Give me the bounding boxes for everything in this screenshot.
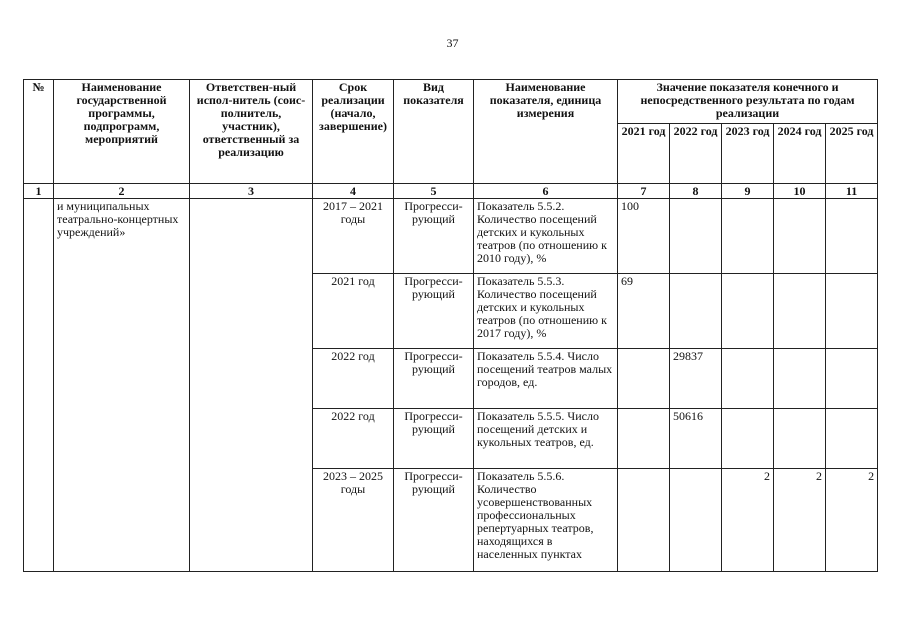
value-2021 xyxy=(618,409,670,469)
type-cell: Прогресси-рующий xyxy=(394,409,474,469)
column-number: 2 xyxy=(54,184,190,199)
term-cell: 2022 год xyxy=(313,349,394,409)
type-cell: Прогресси-рующий xyxy=(394,199,474,274)
value-2025 xyxy=(826,349,878,409)
value-2023 xyxy=(722,199,774,274)
column-number: 11 xyxy=(826,184,878,199)
value-2023 xyxy=(722,349,774,409)
header-year-2024: 2024 год xyxy=(774,124,826,184)
indicator-cell: Показатель 5.5.5. Число посещений детских и кукольных театров, ед. xyxy=(474,409,618,469)
value-2025: 2 xyxy=(826,469,878,572)
term-cell: 2023 – 2025 годы xyxy=(313,469,394,572)
indicator-cell: Показатель 5.5.4. Число посещений театров малых городов, ед. xyxy=(474,349,618,409)
table-row xyxy=(24,199,878,274)
column-number: 7 xyxy=(618,184,670,199)
header-values-group: Значение показателя конечного и непосредственного результата по годам реализации xyxy=(618,80,878,124)
header-indicator: Наименование показателя, единица измерения xyxy=(474,80,618,184)
value-2023: 2 xyxy=(722,469,774,572)
term-cell: 2022 год xyxy=(313,409,394,469)
type-cell: Прогресси-рующий xyxy=(394,274,474,349)
header-year-2023: 2023 год xyxy=(722,124,774,184)
value-2024 xyxy=(774,274,826,349)
type-cell: Прогресси-рующий xyxy=(394,469,474,572)
value-2023 xyxy=(722,409,774,469)
indicator-cell: Показатель 5.5.6. Количество усовершенствованных профессиональных репертуарных театров, находящихся в населенных пунктах xyxy=(474,469,618,572)
value-2022 xyxy=(670,199,722,274)
type-cell: Прогресси-рующий xyxy=(394,349,474,409)
value-2024: 2 xyxy=(774,469,826,572)
indicator-cell: Показатель 5.5.2. Количество посещений детских и кукольных театров (по отношению к 2010 году), % xyxy=(474,199,618,274)
value-2022 xyxy=(670,469,722,572)
value-2025 xyxy=(826,409,878,469)
value-2021 xyxy=(618,349,670,409)
value-2022 xyxy=(670,274,722,349)
program-name-cell: и муниципальных театрально-концертных учреждений» xyxy=(54,199,190,572)
column-number: 6 xyxy=(474,184,618,199)
row-number-cell xyxy=(24,199,54,572)
header-responsible: Ответствен-ный испол-нитель (соис-полнитель, участник), ответственный за реализацию xyxy=(190,80,313,184)
value-2025 xyxy=(826,274,878,349)
value-2024 xyxy=(774,199,826,274)
value-2022: 50616 xyxy=(670,409,722,469)
header-year-2021: 2021 год xyxy=(618,124,670,184)
column-number: 1 xyxy=(24,184,54,199)
column-number: 3 xyxy=(190,184,313,199)
header-year-2022: 2022 год xyxy=(670,124,722,184)
responsible-cell xyxy=(190,199,313,572)
value-2022: 29837 xyxy=(670,349,722,409)
term-cell: 2017 – 2021 годы xyxy=(313,199,394,274)
value-2024 xyxy=(774,409,826,469)
indicators-table xyxy=(23,79,878,572)
header-type: Вид показателя xyxy=(394,80,474,184)
value-2021: 100 xyxy=(618,199,670,274)
column-number: 5 xyxy=(394,184,474,199)
header-year-2025: 2025 год xyxy=(826,124,878,184)
column-number: 10 xyxy=(774,184,826,199)
column-number: 4 xyxy=(313,184,394,199)
term-cell: 2021 год xyxy=(313,274,394,349)
indicator-cell: Показатель 5.5.3. Количество посещений детских и кукольных театров (по отношению к 2017 году), % xyxy=(474,274,618,349)
header-number: № xyxy=(24,80,54,184)
header-program: Наименование государственной программы, подпрограмм, мероприятий xyxy=(54,80,190,184)
column-number: 8 xyxy=(670,184,722,199)
value-2021: 69 xyxy=(618,274,670,349)
value-2021 xyxy=(618,469,670,572)
value-2024 xyxy=(774,349,826,409)
column-numbers-row xyxy=(24,184,878,199)
header-term: Срок реализации (начало, завершение) xyxy=(313,80,394,184)
page-number: 37 xyxy=(446,36,459,50)
value-2023 xyxy=(722,274,774,349)
column-number: 9 xyxy=(722,184,774,199)
value-2025 xyxy=(826,199,878,274)
